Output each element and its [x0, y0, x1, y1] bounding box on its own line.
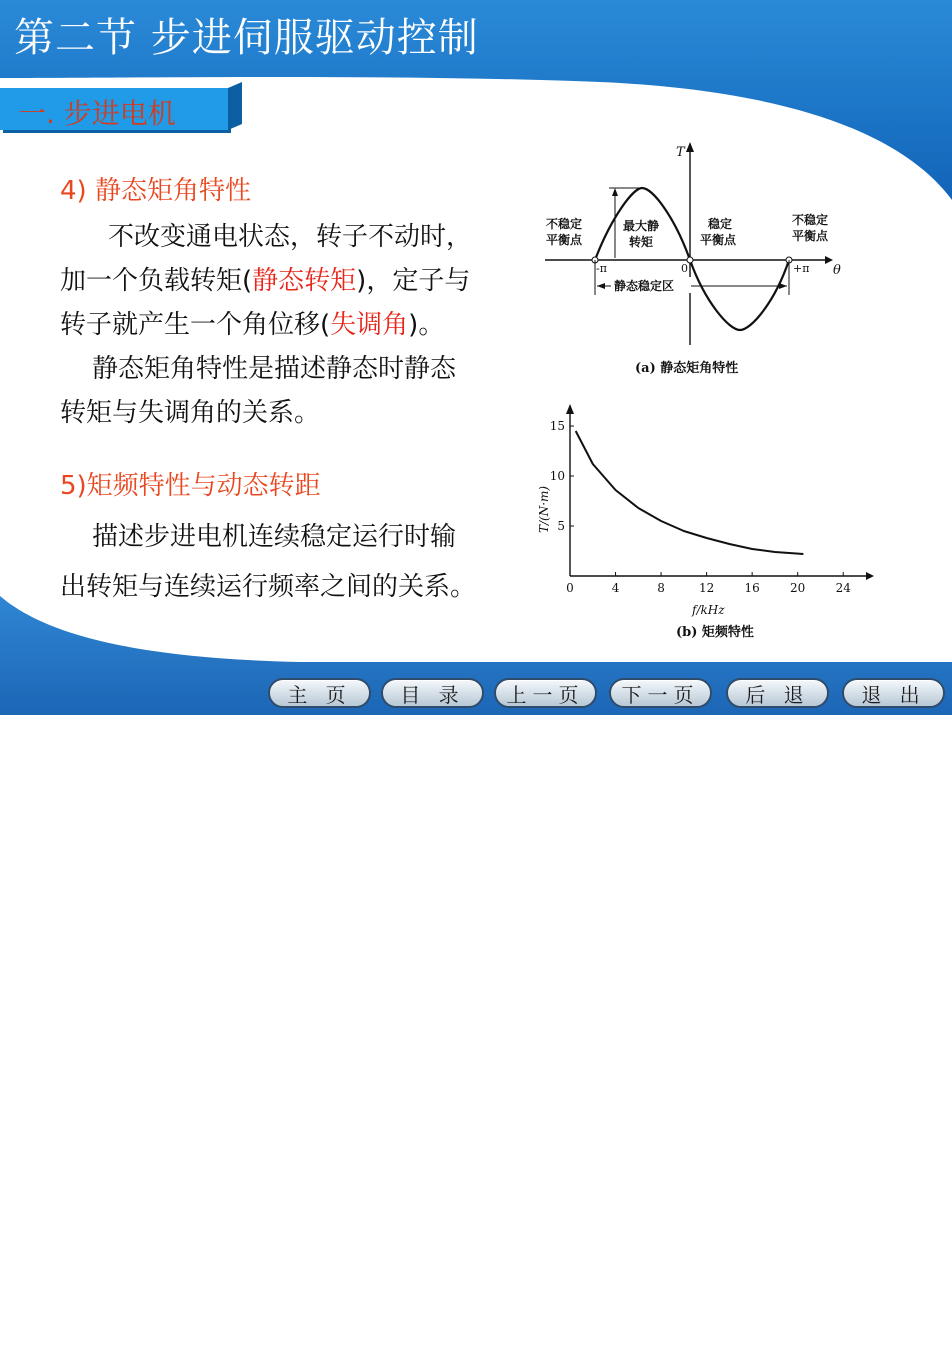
chart-x-tick-label: 12: [698, 581, 715, 595]
para1-line3: [60, 304, 444, 341]
heading-torque-frequency: 5)矩频特性与动态转距: [60, 471, 321, 501]
fig-a-max-arrow: [612, 188, 618, 196]
fig-a-unstable-right-2: 平衡点: [792, 229, 829, 243]
highlight-static-torque: 静态转矩: [252, 266, 357, 296]
fig-a-x-arrow: [825, 256, 833, 264]
para2-line1: 静态矩角特性是描述静态时静态: [92, 354, 457, 384]
fig-a-zone-arrow-right: [779, 283, 787, 289]
chart-x-arrow: [866, 572, 874, 580]
chart-x-tick-label: 24: [835, 581, 851, 595]
figure-static-torque-angle: [535, 140, 855, 385]
chart-y-tick-label: 15: [549, 419, 565, 433]
fig-a-max-2: 转矩: [629, 235, 654, 249]
fig-a-tick-zero: 0: [681, 262, 688, 275]
fig-a-caption: (a) 静态矩角特性: [635, 361, 739, 376]
back-button[interactable]: 后 退: [726, 678, 829, 708]
para1-line2-b: )，定子与: [356, 266, 471, 296]
exit-button[interactable]: 退 出: [842, 678, 945, 708]
fig-a-unstable-right-1: 不稳定: [792, 213, 829, 227]
fig-a-max-1: 最大静: [623, 219, 660, 233]
chart-x-tick-label: 20: [790, 581, 806, 595]
fig-a-zone-arrow-left: [597, 283, 605, 289]
para3-line1: 描述步进电机连续稳定运行时输: [92, 522, 457, 552]
para1-line2-a: 加一个负载转矩(: [60, 266, 253, 296]
chart-y-arrow: [566, 404, 574, 414]
page-title: 第二节 步进伺服驱动控制: [14, 15, 479, 61]
fig-a-y-arrow: [686, 142, 694, 152]
home-button[interactable]: 主 页: [268, 678, 371, 708]
chart-torque-frequency: [530, 400, 890, 650]
chart-series-line: [576, 431, 804, 554]
para3-line2: 出转矩与连续运行频率之间的关系。: [60, 572, 477, 602]
fig-a-y-label: T: [676, 145, 685, 160]
chart-y-label: T/(N·m): [537, 485, 551, 533]
prev-page-button[interactable]: 上一页: [494, 678, 597, 708]
chart-y-tick-label: 10: [549, 469, 565, 483]
fig-a-unstable-left-2: 平衡点: [546, 233, 583, 247]
section-label: 一. 步进电机: [18, 97, 176, 130]
chart-x-tick-label: 16: [744, 581, 760, 595]
fig-a-tick-pos-pi: +π: [793, 262, 810, 275]
fig-a-stable-1: 稳定: [708, 217, 733, 231]
heading-static-torque: 4) 静态矩角特性: [60, 176, 251, 206]
para2-line2: 转矩与失调角的关系。: [60, 398, 321, 428]
fig-a-tick-neg-pi: -π: [596, 262, 607, 275]
para1-line3-b: )。: [408, 310, 445, 340]
chart-x-tick-label: 8: [657, 581, 665, 595]
section-tab-bevel: [228, 82, 242, 130]
toc-button[interactable]: 目 录: [381, 678, 484, 708]
highlight-misalignment-angle: 失调角: [330, 310, 409, 340]
fig-a-zone-label: 静态稳定区: [614, 279, 675, 293]
next-page-button[interactable]: 下一页: [609, 678, 712, 708]
chart-plot-area: [550, 404, 874, 595]
chart-x-label: f/kHz: [692, 603, 725, 617]
fig-a-stable-2: 平衡点: [700, 233, 737, 247]
fig-a-unstable-left-1: 不稳定: [546, 217, 583, 231]
chart-x-tick-label: 4: [611, 581, 620, 595]
nav-bar: [0, 674, 952, 715]
para1-line3-a: 转子就产生一个角位移(: [60, 310, 331, 340]
para1-line1: 不改变通电状态，转子不动时，: [108, 222, 473, 252]
chart-x-tick-label: 0: [566, 581, 574, 595]
fig-a-x-label: θ: [833, 263, 841, 278]
chart-caption: (b) 矩频特性: [676, 625, 754, 640]
chart-y-tick-label: 5: [557, 519, 565, 533]
section-tab: [0, 88, 228, 130]
para1-line2: [60, 260, 470, 297]
